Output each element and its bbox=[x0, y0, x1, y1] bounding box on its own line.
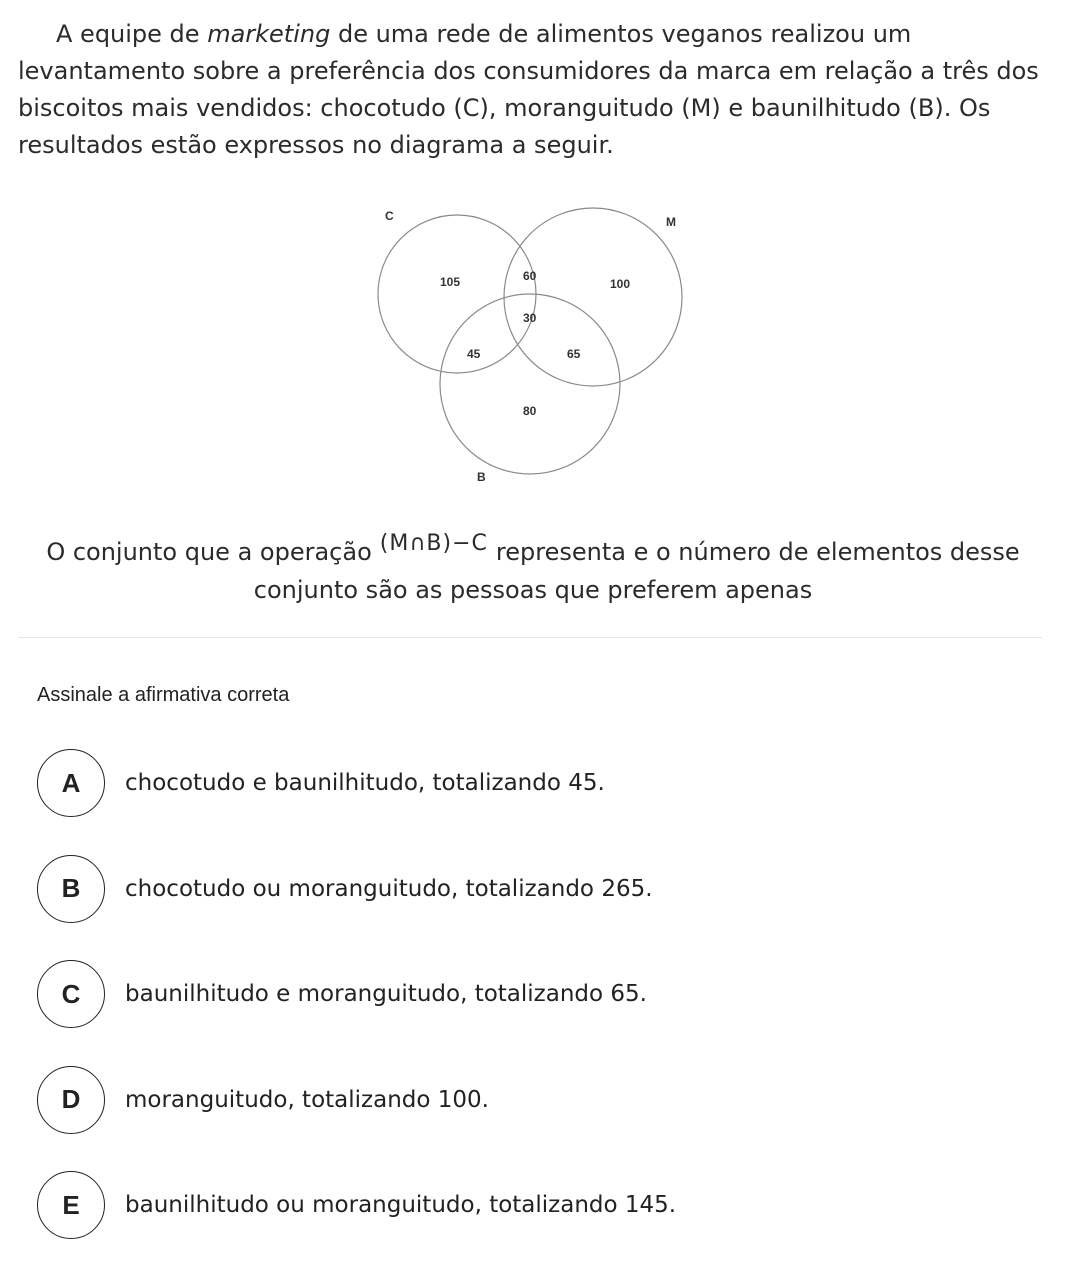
question-text bbox=[18, 531, 1048, 609]
option-text-e[interactable]: baunilhitudo ou moranguitudo, totalizando 145. bbox=[125, 1192, 677, 1218]
option-text-d[interactable]: moranguitudo, totalizando 100. bbox=[125, 1086, 489, 1113]
label-b: B bbox=[477, 470, 486, 484]
divider bbox=[18, 637, 1042, 638]
option-letter-b[interactable]: B bbox=[37, 855, 105, 923]
label-m: M bbox=[666, 215, 676, 229]
value-only-c: 105 bbox=[440, 275, 461, 289]
option-text-c[interactable]: baunilhitudo e moranguitudo, totalizando 65. bbox=[125, 981, 647, 1007]
question-before: O conjunto que a operação bbox=[46, 538, 372, 566]
intro-emphasis: marketing bbox=[207, 20, 331, 48]
option-text-a[interactable]: chocotudo e baunilhitudo, totalizando 45. bbox=[125, 770, 605, 796]
question-statement bbox=[18, 16, 1048, 164]
intro-text-part2: de uma rede de alimentos veganos realizou um levantamento sobre a preferência dos consumidores da marca em relação a três dos biscoitos mais vendidos: chocotudo (C), moranguitudo (M) e baunilhitudo (B). Os resultados estão expressos no diagrama a seguir. bbox=[18, 20, 1039, 159]
operation-formula: (M∩B)−C bbox=[379, 531, 488, 556]
value-c-and-m: 60 bbox=[523, 269, 537, 283]
intro-text-part1: A equipe de bbox=[56, 20, 208, 48]
option-text-b[interactable]: chocotudo ou moranguitudo, totalizando 265. bbox=[125, 875, 653, 902]
circle-c bbox=[378, 215, 536, 373]
option-letter-d[interactable]: D bbox=[37, 1066, 105, 1134]
option-a[interactable] bbox=[37, 748, 1037, 818]
value-c-and-b: 45 bbox=[467, 347, 481, 361]
value-m-and-b: 65 bbox=[567, 347, 581, 361]
option-e[interactable] bbox=[37, 1170, 1037, 1240]
answer-prompt: Assinale a afirmativa correta bbox=[37, 684, 290, 706]
circle-m bbox=[504, 208, 682, 386]
venn-diagram bbox=[370, 200, 700, 500]
value-only-b: 80 bbox=[523, 404, 537, 418]
question-after: representa e o número de elementos desse conjunto são as pessoas que preferem apenas bbox=[253, 538, 1020, 604]
option-letter-e[interactable]: E bbox=[37, 1171, 105, 1239]
option-c[interactable] bbox=[37, 959, 1037, 1029]
value-only-m: 100 bbox=[610, 277, 631, 291]
option-letter-c[interactable]: C bbox=[37, 960, 105, 1028]
value-c-m-b: 30 bbox=[523, 311, 537, 325]
label-c: C bbox=[385, 209, 394, 223]
answer-options bbox=[37, 748, 1037, 1276]
option-letter-a[interactable]: A bbox=[37, 749, 105, 817]
option-d[interactable] bbox=[37, 1065, 1037, 1135]
option-b[interactable] bbox=[37, 854, 1037, 924]
